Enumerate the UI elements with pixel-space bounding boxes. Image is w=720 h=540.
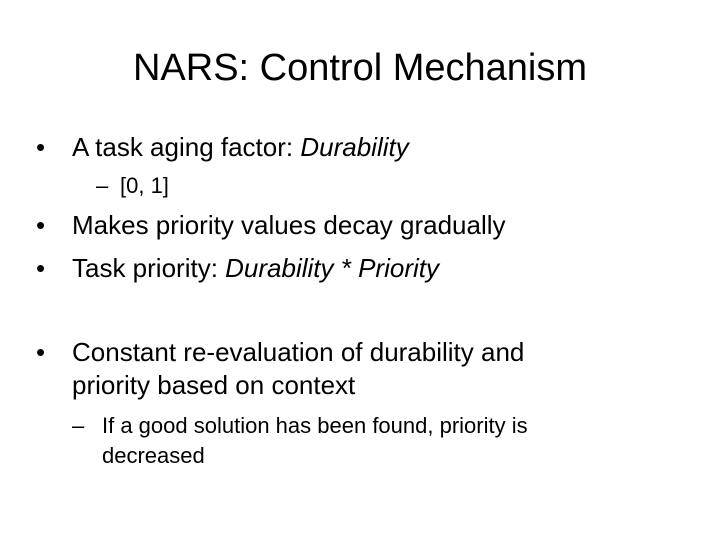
bullet-text-emphasis: Durability * Priority [225, 253, 439, 283]
bullet-text-line-1: Constant re-evaluation of durability and [72, 337, 525, 367]
bullet-text-plain: Task priority: [72, 253, 226, 283]
sub-bullet-marker: – [72, 413, 85, 438]
bullet-marker: • [36, 132, 46, 162]
bullet-text [72, 252, 692, 285]
bullet-text [72, 131, 692, 164]
sub-bullet-text-plain: [0, 1] [120, 173, 169, 198]
bullet-marker: • [36, 253, 46, 283]
slide-title: NARS: Control Mechanism [132, 47, 588, 89]
sub-bullet-text [120, 171, 680, 201]
bullet-marker: • [36, 337, 46, 367]
sub-bullet-text-line-1: If a good solution has been found, priority is [102, 413, 528, 438]
bullet-text-line-2: priority based on context [72, 370, 356, 400]
bullet-text-plain: A task aging factor: [72, 132, 301, 162]
bullet-text-emphasis: Durability [300, 132, 409, 162]
bullet-marker: • [36, 210, 46, 240]
sub-bullet-marker: – [96, 173, 109, 198]
sub-bullet-text-line-2: decreased [102, 443, 205, 468]
bullet-text: Makes priority values decay gradually [72, 210, 506, 240]
